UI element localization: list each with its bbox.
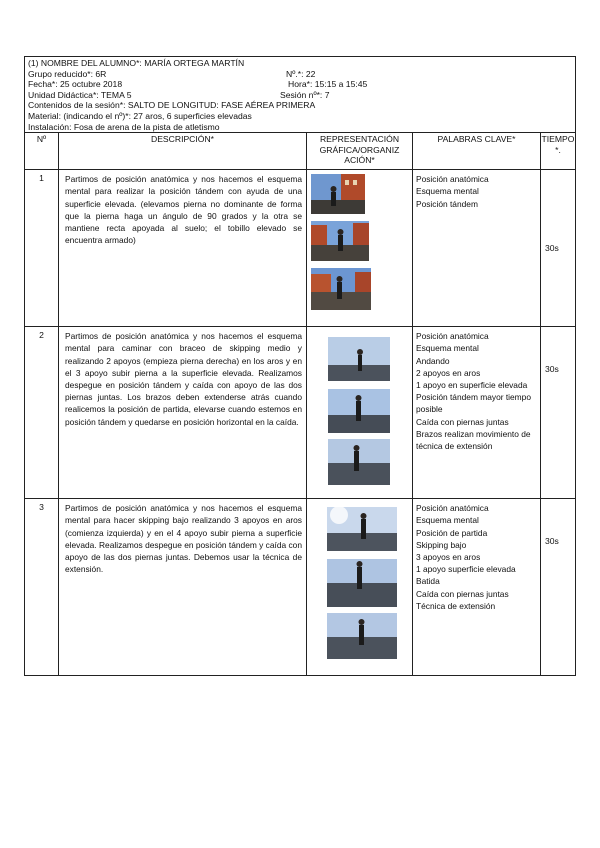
table-row	[25, 327, 576, 499]
keyword: Andando	[416, 355, 450, 366]
keyword: Brazos realizan movimiento de técnica de extensión	[416, 428, 531, 451]
keyword: Posición de partida	[416, 527, 488, 538]
group: Grupo reducido*: 6R	[28, 68, 107, 79]
keyword: 1 apoyo superficie elevada	[416, 564, 516, 575]
row-keywords	[413, 499, 541, 676]
material: Material: (indicando el nº)*: 27 aros, 6 superficies elevadas	[28, 110, 252, 121]
col-keywords: PALABRAS CLAVE*	[413, 133, 541, 170]
keyword: 2 apoyos en aros	[416, 367, 481, 378]
row-description: Partimos de posición anatómica y nos hacemos el esquema mental para caminar con braceo de skipping medio y realizando 2 apoyos (empieza pierna derecha) en los aros y en el 3 apoyo subir pierna a la superficie elevada. Realizamos despegue en posición tándem y caída con apoyo de las dos piernas juntas. Los brazos deben extenderse atrás cuando realicemos la posición de partida, elevarse cuando estemos en posición tándem y quedarse en posición horizontal en la caída.	[59, 327, 307, 499]
keyword: 1 apoyo en superficie elevada	[416, 379, 528, 390]
keyword: Posición anatómica	[416, 331, 489, 342]
student-name: (1) NOMBRE DEL ALUMNO*: MARÍA ORTEGA MARTÍN	[28, 58, 245, 68]
keyword: Caída con piernas juntas	[416, 588, 509, 599]
table-row	[25, 499, 576, 676]
keyword: Esquema mental	[416, 343, 479, 354]
keyword: Posición tándem mayor tiempo posible	[416, 392, 531, 415]
keyword: Skipping bajo	[416, 539, 467, 550]
col-representation: REPRESENTACIÓN GRÁFICA/ORGANIZ ACIÓN*	[307, 133, 413, 170]
row-keywords	[413, 170, 541, 327]
exercise-photo	[327, 559, 397, 607]
row-number: 1	[25, 170, 59, 327]
row-images	[307, 327, 413, 499]
keyword: Técnica de extensión	[416, 600, 496, 611]
row-number: 3	[25, 499, 59, 676]
exercise-photo	[328, 439, 390, 485]
keyword: Esquema mental	[416, 515, 479, 526]
facility: Instalación: Fosa de arena de la pista de atletismo	[28, 121, 220, 132]
col-time: TIEMPO *.	[541, 133, 576, 170]
exercise-photo	[327, 613, 397, 659]
keyword: Posición anatómica	[416, 174, 489, 185]
row-description: Partimos de posición anatómica y nos hacemos el esquema mental para realizar la posición tándem con ayuda de una superficie elevada. (elevamos pierna no dominante de forma que la pierna haga un ángulo de 90 grados y la otra se mantiene recta apoyada al suelo; el tobillo elevado se encuentra armado)	[59, 170, 307, 327]
keyword: Posición anatómica	[416, 503, 489, 514]
didactic-unit: Unidad Didáctica*: TEMA 5	[28, 89, 132, 100]
student-number: Nº.*: 22	[286, 68, 316, 79]
exercise-photo	[311, 174, 365, 214]
session-header	[24, 56, 576, 132]
exercise-photo	[311, 221, 369, 261]
exercise-photo	[327, 507, 397, 551]
exercise-photo	[328, 389, 390, 433]
date: Fecha*: 25 octubre 2018	[28, 79, 123, 90]
exercise-photo	[328, 337, 390, 381]
row-time: 30s	[541, 327, 576, 499]
col-description: DESCRIPCIÓN*	[59, 133, 307, 170]
exercise-photo	[311, 268, 371, 310]
row-number: 2	[25, 327, 59, 499]
keyword: Batida	[416, 576, 440, 587]
activities-table	[24, 132, 576, 676]
col-num: Nº	[25, 133, 59, 170]
row-images	[307, 170, 413, 327]
keyword: Esquema mental	[416, 186, 479, 197]
session-number: Sesión nº*: 7	[280, 89, 330, 100]
table-row	[25, 170, 576, 327]
row-time: 30s	[541, 499, 576, 676]
row-keywords	[413, 327, 541, 499]
row-description: Partimos de posición anatómica y nos hacemos el esquema mental para hacer skipping bajo realizando 3 apoyos en aros (comienza izquierda) y en el 4 apoyo subir pierna a superficie elevada. Realizamos despegue en posición tándem y caída con apoyo de las dos piernas juntas. Debemos usar la técnica de extensión.	[59, 499, 307, 676]
time-range: Hora*: 15:15 a 15:45	[288, 79, 368, 90]
session-sheet	[24, 56, 576, 676]
keyword: Caída con piernas juntas	[416, 416, 509, 427]
row-images	[307, 499, 413, 676]
table-header-row	[25, 133, 576, 170]
row-time: 30s	[541, 170, 576, 327]
keyword: 3 apoyos en aros	[416, 551, 481, 562]
session-contents: Contenidos de la sesión*: SALTO DE LONGITUD: FASE AÉREA PRIMERA	[28, 100, 316, 111]
keyword: Posición tándem	[416, 198, 478, 209]
